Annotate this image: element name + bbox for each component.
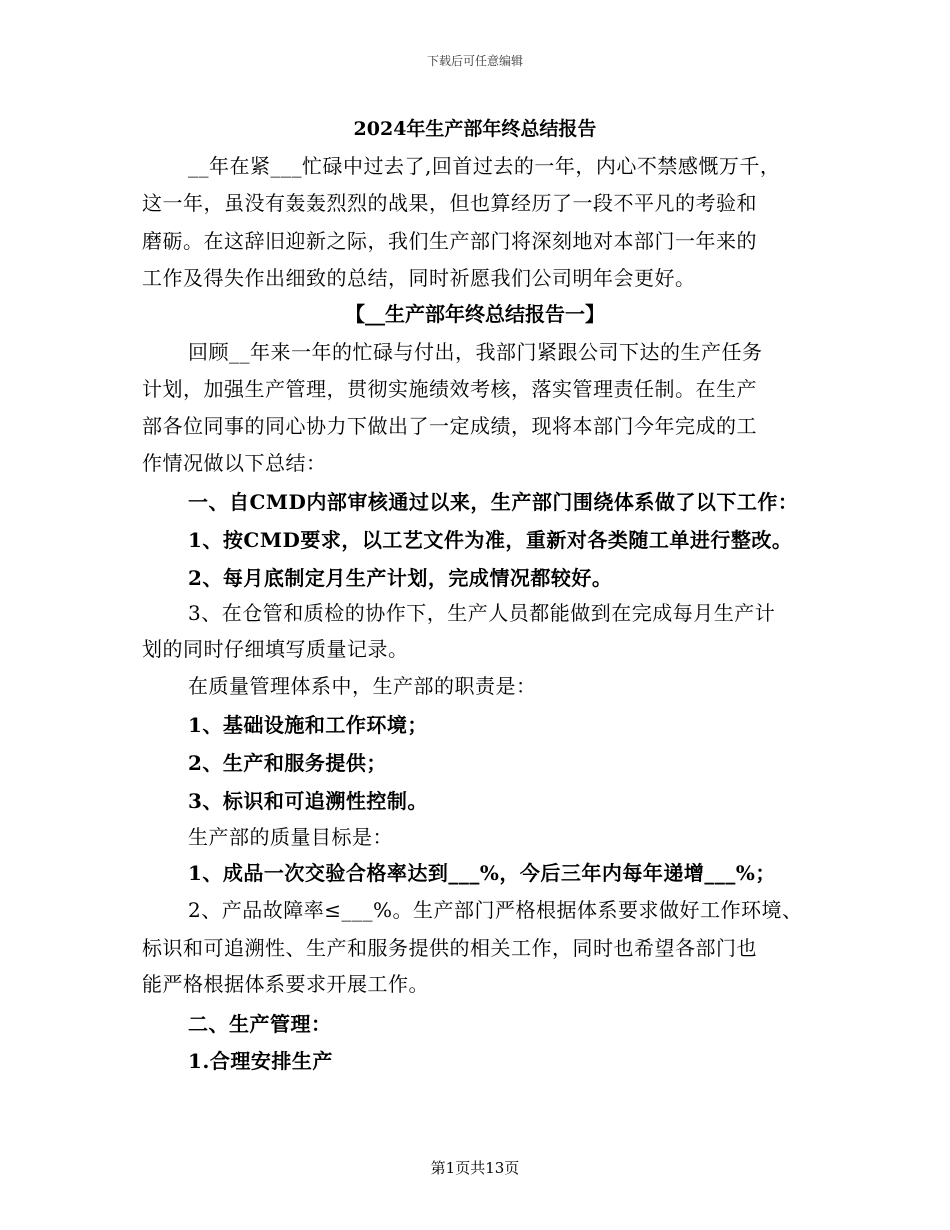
intro-line-3: 磨砺。在这辞旧迎新之际，我们生产部门将深刻地对本部门一年来的 [142, 229, 757, 253]
part1-item-3-line-2: 划的同时仔细填写质量记录。 [142, 637, 409, 661]
part1-heading: 一、自CMD内部审核通过以来，生产部门围绕体系做了以下工作： [188, 490, 799, 514]
review-line-4: 作情况做以下总结： [142, 451, 327, 475]
part1-item-3-line-1: 3、在仓管和质检的协作下，生产人员都能做到在完成每月生产计 [188, 601, 776, 625]
page-footer: 第1页共13页 [430, 1159, 520, 1177]
review-line-2: 计划，加强生产管理，贯彻实施绩效考核，落实管理责任制。在生产 [142, 377, 757, 401]
part1-item-2: 2、每月底制定月生产计划，完成情况都较好。 [188, 566, 613, 590]
section-title: 【__生产部年终总结报告一】 [345, 302, 605, 326]
intro-line-4: 工作及得失作出细致的总结，同时祈愿我们公司明年会更好。 [142, 266, 696, 290]
part2-heading: 二、生产管理： [188, 1012, 332, 1036]
duty-intro: 在质量管理体系中，生产部的职责是： [188, 674, 537, 698]
goal-item-2-line-1: 2、产品故障率≤___%。生产部门严格根据体系要求做好工作环境、 [188, 898, 803, 922]
header-note: 下载后可任意编辑 [426, 54, 523, 68]
part2-item-1: 1.合理安排生产 [188, 1049, 333, 1073]
goal-item-2-line-2: 标识和可追溯性、生产和服务提供的相关工作，同时也希望各部门也 [142, 936, 757, 960]
intro-line-1: __年在紧___忙碌中过去了,回首过去的一年，内心不禁感慨万千， [188, 154, 781, 178]
goal-item-2-line-3: 能严格根据体系要求开展工作。 [142, 972, 429, 996]
duty-item-2: 2、生产和服务提供； [188, 751, 387, 775]
page-title: 2024年生产部年终总结报告 [353, 118, 597, 140]
part1-item-1: 1、按CMD要求，以工艺文件为准，重新对各类随工单进行整改。 [188, 528, 793, 552]
intro-line-2: 这一年，虽没有轰轰烈烈的战果，但也算经历了一段不平凡的考验和 [142, 191, 757, 215]
review-line-3: 部各位同事的同心协力下做出了一定成绩，现将本部门今年完成的工 [142, 414, 757, 438]
review-line-1: 回顾__年来一年的忙碌与付出，我部门紧跟公司下达的生产任务 [188, 340, 763, 364]
duty-item-1: 1、基础设施和工作环境； [188, 713, 428, 737]
duty-item-3: 3、标识和可追溯性控制。 [188, 789, 428, 813]
goal-intro: 生产部的质量目标是： [188, 825, 393, 849]
goal-item-1: 1、成品一次交验合格率达到___%，今后三年内每年递增___%； [188, 861, 776, 885]
